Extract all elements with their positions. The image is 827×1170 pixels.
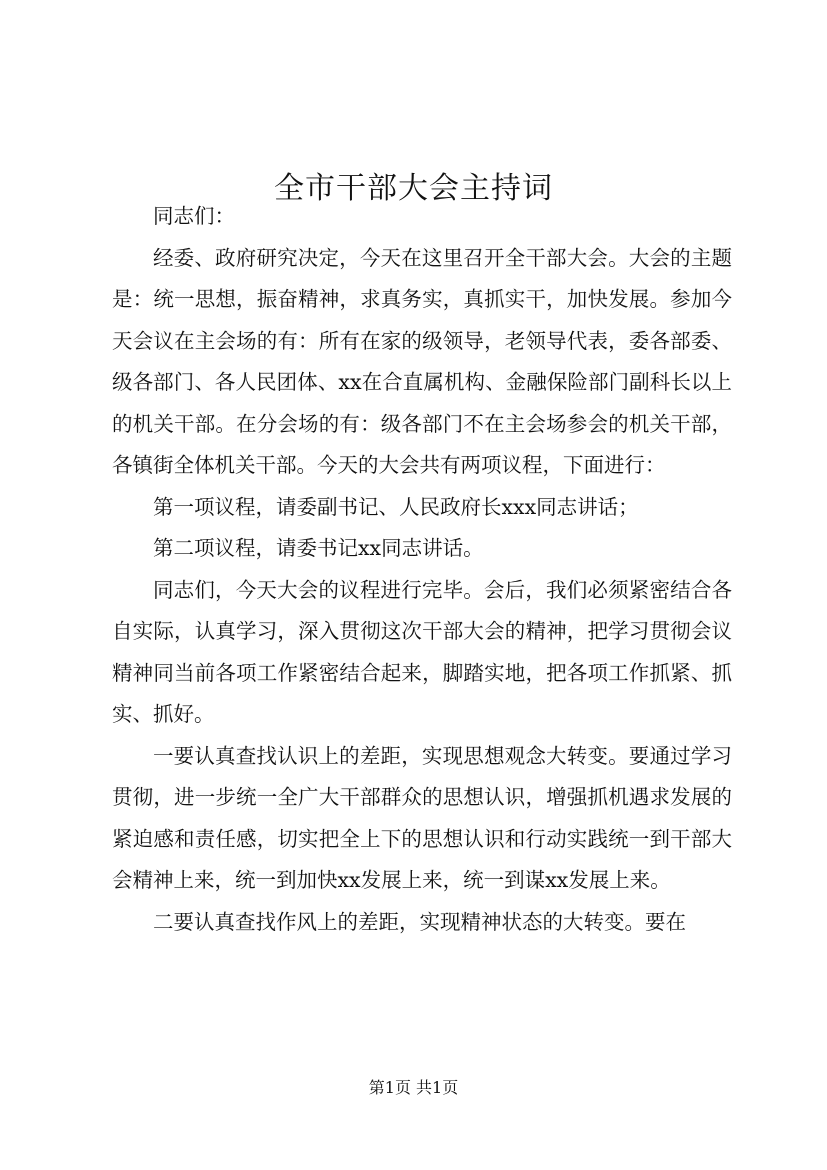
document-body (112, 196, 732, 943)
body-paragraph: 第一项议程，请委副书记、人民政府长xxx同志讲话； (153, 494, 639, 519)
body-paragraph: 二要认真查找作风上的差距，实现精神状态的大转变。要在 (153, 909, 686, 934)
salutation-paragraph: 同志们： (153, 204, 235, 228)
page-number-footer: 第1页 共1页 (368, 1078, 459, 1097)
document-title: 全市干部大会主持词 (274, 171, 553, 207)
body-paragraph: 一要认真查找认识上的差距，实现思想观念大转变。要通过学习贯彻，进一步统一全广大干部群众的思想认识，增强抓机遇求发展的紧迫感和责任感，切实把全上下的思想认识和行动实践统一到干部大会精神上来，统一到加快xx发展上来，统一到谋xx发展上来。 (112, 743, 732, 892)
body-paragraph: 第二项议程，请委书记xx同志讲话。 (153, 536, 484, 560)
body-paragraph: 经委、政府研究决定，今天在这里召开全干部大会。大会的主题是：统一思想，振奋精神，求真务实，真抓实干，加快发展。参加今天会议在主会场的有：所有在家的级领导，老领导代表，委各部委、级各部门、各人民团体、xx在合直属机构、金融保险部门副科长以上的机关干部。在分会场的有：级各部门不在主会场参会的机关干部，各镇街全体机关干部。今天的大会共有两项议程，下面进行： (112, 245, 732, 477)
body-paragraph: 同志们，今天大会的议程进行完毕。会后，我们必须紧密结合各自实际，认真学习，深入贯彻这次干部大会的精神，把学习贯彻会议精神同当前各项工作紧密结合起来，脚踏实地，把各项工作抓紧、抓实、抓好。 (112, 577, 732, 726)
